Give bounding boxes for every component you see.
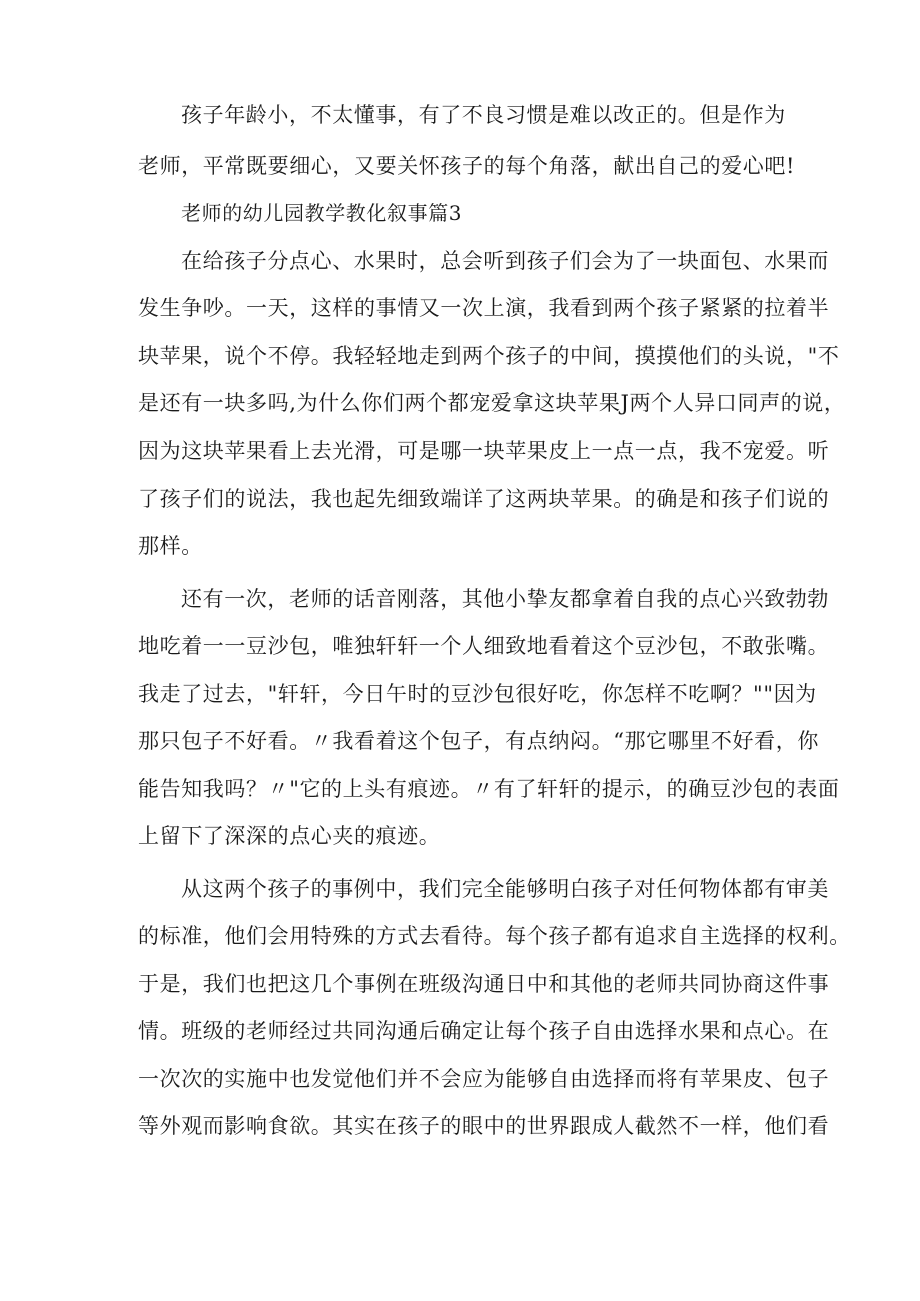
paragraph-line: 地吃着一一豆沙包，唯独轩轩一个人细致地看着这个豆沙包，不敢张嘴。 bbox=[138, 634, 830, 658]
paragraph-line: 等外观而影响食欲。其实在孩子的眼中的世界跟成人截然不一样，他们看 bbox=[138, 1114, 830, 1138]
paragraph-line: 上留下了深深的点心夹的痕迹。 bbox=[138, 824, 441, 848]
paragraph-line: 了孩子们的说法，我也起先细致端详了这两块苹果。的确是和孩子们说的 bbox=[138, 487, 830, 511]
paragraph-line: 能告知我吗？〃"它的上头有痕迹。〃有了轩轩的提示，的确豆沙包的表面 bbox=[138, 777, 840, 801]
paragraph-line: 一次次的实施中也发觉他们并不会应为能够自由选择而将有苹果皮、包子 bbox=[138, 1067, 830, 1091]
paragraph-line: 情。班级的老师经过共同沟通后确定让每个孩子自由选择水果和点心。在 bbox=[138, 1019, 830, 1043]
paragraph-line: 因为这块苹果看上去光滑，可是哪一块苹果皮上一点一点，我不宠爱。听 bbox=[138, 439, 830, 463]
paragraph-line: 于是，我们也把这几个事例在班级沟通日中和其他的老师共同协商这件事 bbox=[138, 972, 830, 996]
paragraph-line: 那样。 bbox=[138, 534, 203, 558]
paragraph-line: 还有一次，老师的话音刚落，其他小挚友都拿着自我的点心兴致勃勃 bbox=[181, 587, 829, 611]
paragraph-line: 发生争吵。一天，这样的事情又一次上演，我看到两个孩子紧紧的拉着半 bbox=[138, 296, 830, 320]
paragraph-line: 在给孩子分点心、水果时，总会听到孩子们会为了一块面包、水果而 bbox=[181, 249, 829, 273]
paragraph-line: 块苹果，说个不停。我轻轻地走到两个孩子的中间，摸摸他们的头说，"不 bbox=[138, 344, 840, 368]
paragraph-line: 是还有一块多吗,为什么你们两个都宠爱拿这块苹果J两个人异口同声的说， bbox=[138, 391, 846, 415]
paragraph-line: 的标准，他们会用特殊的方式去看待。每个孩子都有追求自主选择的权利。 bbox=[138, 924, 851, 948]
section-title: 老师的幼儿园教学教化叙事篇3 bbox=[181, 201, 463, 225]
paragraph-line: 那只包子不好看。〃我看着这个包子，有点纳闷。“那它哪里不好看，你 bbox=[138, 729, 819, 753]
paragraph-line: 孩子年龄小，不太懂事，有了不良习惯是难以改正的。但是作为 bbox=[181, 103, 786, 127]
paragraph-line: 从这两个孩子的事例中，我们完全能够明白孩子对任何物体都有审美 bbox=[181, 877, 829, 901]
paragraph-line: 老师，平常既要细心，又要关怀孩子的每个角落，献出自己的爱心吧! bbox=[138, 154, 796, 178]
paragraph-line: 我走了过去，"轩轩，今日午时的豆沙包很好吃，你怎样不吃啊？""因为 bbox=[138, 682, 817, 706]
